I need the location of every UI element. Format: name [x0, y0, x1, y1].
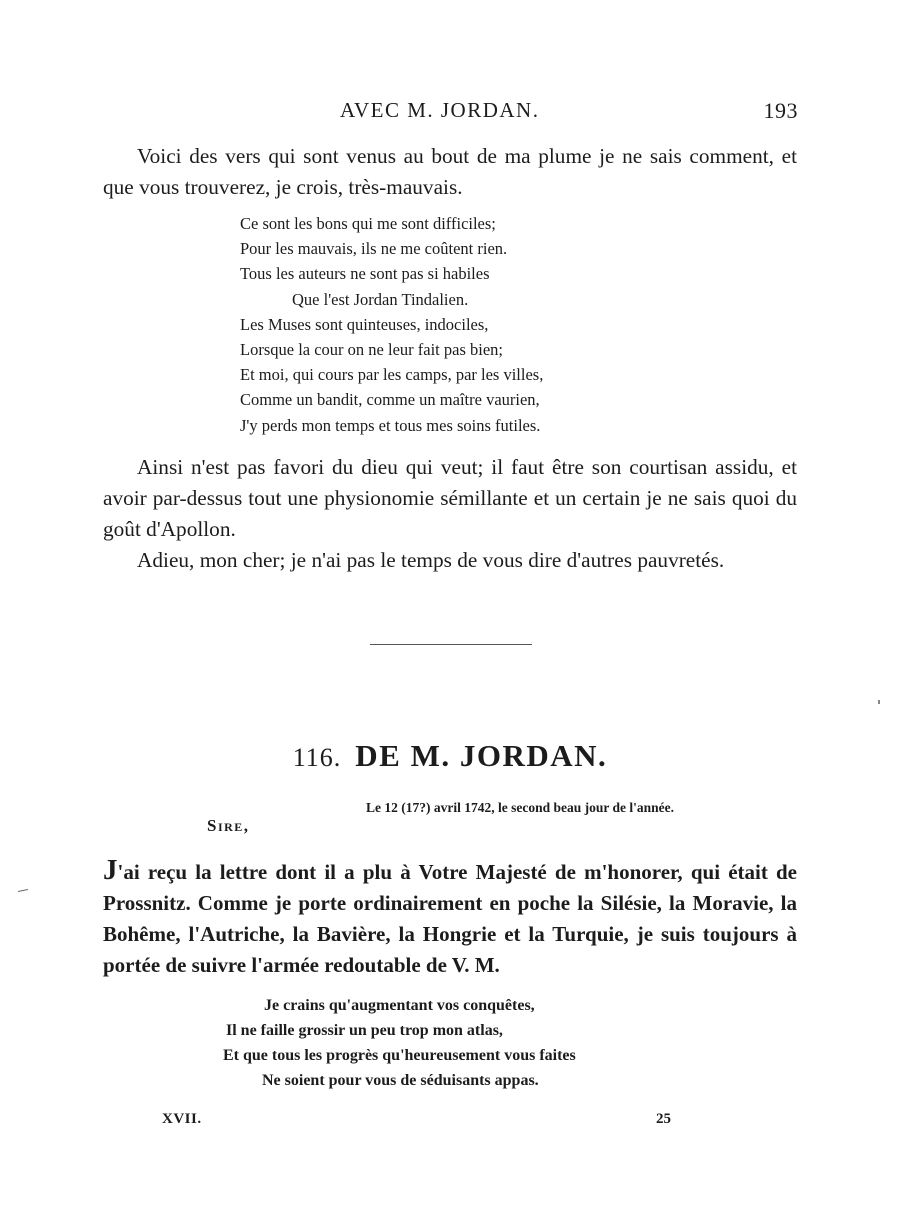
letter-body — [103, 855, 797, 981]
paper-speck — [878, 700, 880, 704]
page-number: 193 — [763, 98, 798, 123]
verse-line: J'y perds mon temps et tous mes soins futiles. — [240, 415, 541, 435]
paragraph-apollon — [103, 452, 797, 545]
running-title: AVEC M. JORDAN. — [340, 98, 540, 122]
running-head — [0, 98, 900, 128]
letter-salutation: Sire, — [207, 816, 250, 835]
paper-speck — [18, 889, 28, 892]
letter-paragraph-text: 'ai reçu la lettre dont il a plu à Votre Majesté de m'honorer, qui était de Prossnitz. Comme je porte ordinairement en poche la Silésie, la Moravie, la Bohême, l'Autriche, la Bavière, la Hongrie et la Turquie, je suis toujours à portée de suivre l'armée redoutable de V. M. — [103, 860, 797, 977]
letter-paragraph — [103, 855, 797, 981]
letter-dateline: Le 12 (17?) avril 1742, le second beau jour de l'année. — [366, 800, 674, 815]
verse-line: Tous les auteurs ne sont pas si habiles — [240, 264, 490, 284]
verse-line: Lorsque la cour on ne leur fait pas bien; — [240, 340, 503, 360]
letter-number: 116. — [292, 743, 342, 772]
verse-line: Les Muses sont quinteuses, indociles, — [240, 314, 489, 334]
verse-line: Et que tous les progrès qu'heureusement vous faites — [223, 1047, 576, 1064]
verse-block — [240, 211, 543, 438]
verse-line: Que l'est Jordan Tindalien. — [292, 289, 469, 309]
letter-title: DE M. JORDAN. — [355, 738, 608, 773]
signature-mark: XVII. — [162, 1111, 202, 1127]
paragraph-intro — [103, 141, 797, 203]
verse-line: Je crains qu'augmentant vos conquêtes, — [264, 997, 535, 1014]
signature-number: 25 — [656, 1111, 671, 1127]
paragraph-text: Ainsi n'est pas favori du dieu qui veut; il faut être son courtisan assidu, et avoir par-dessus tout une physionomie sémillante et un certain je ne sais quoi du goût d'Apollon. — [103, 455, 797, 541]
paragraph-adieu — [103, 545, 797, 576]
verse-line: Ne soient pour vous de séduisants appas. — [262, 1072, 539, 1089]
paragraph-text: Adieu, mon cher; je n'ai pas le temps de vous dire d'autres pauvretés. — [137, 548, 725, 572]
drop-cap: J — [103, 854, 118, 886]
verse-line: Comme un bandit, comme un maître vaurien, — [240, 390, 540, 410]
verse-line: Pour les mauvais, ils ne me coûtent rien. — [240, 239, 508, 259]
verse-line: Il ne faille grossir un peu trop mon atlas, — [226, 1022, 503, 1039]
section-divider — [370, 644, 532, 645]
paragraph-text: Voici des vers qui sont venus au bout de ma plume je ne sais comment, et que vous trouverez, je crois, très-mauvais. — [103, 144, 797, 199]
verse-line: Et moi, qui cours par les camps, par les villes, — [240, 365, 544, 385]
letter-heading — [0, 738, 900, 774]
verse-line: Ce sont les bons qui me sont difficiles; — [240, 214, 496, 233]
